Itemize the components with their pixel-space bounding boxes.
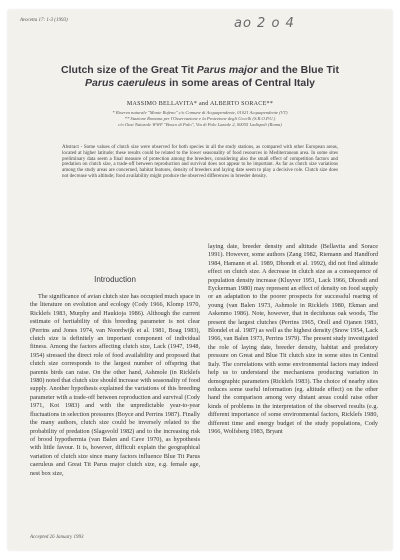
body-column-right: laying date, breeder density and altitude (Bellavita and Sorace 1991). However, some authors (Zang 1982, Riemann and Handford 1984, Hamann et al. 1989, Dhondt et al. 1992), did not find altitude effect on clutch size. A decrease in clutch size as a consequence of population density increase (Kluyver 1951, Lack 1966, Dhondt and Eyckerman 1980) may represent an effect of density on food supply or an adaptation to the poorer prospects for successful rearing of young (van Balen 1973, Ashmole in Ricklefs 1980, Ekman and Askenmo 1986). Note, however, that in deciduous oak woods, The present the largest clutches (Perrins 1965, Orell and Ojanen 1983, Blondel et al. 1987) as well as the highest density (Snow 1954, Lack 1966, van Balen 1973, Perrins 1979). The present study investigated the role of laying date, breeder density, habitat and predatory pressure on Great and Blue Tit clutch size in some sites in Central Italy. The correlations with some environmental factors may indeed help us to understand the mechanisms producing variation in demographic parameters (Ricklefs 1983). The choice of nearby sites reduces some useful information (eg. altitude effect) on the other hand the comparison among very distant areas could raise other kinds of problems in the interpretation of the observed results (e.g. different importance of some environmental factors, Ricklefs 1980, different time and energy budget of the study populations, Cody 1966, Wolfsberg 1983, Bryant xyxy=(208,243,378,435)
section-heading-introduction: Introduction xyxy=(94,275,136,284)
paper-page xyxy=(8,10,392,550)
title-line-1: Clutch size of the Great Tit Parus major and the Blue Tit xyxy=(61,64,339,76)
title-line-2: Parus caeruleus in some areas of Central Italy xyxy=(85,77,315,89)
handwritten-stamp: ao 2 o 4 xyxy=(234,16,295,31)
journal-reference: Avocetta 17: 1-3 (1993) xyxy=(20,18,68,23)
abstract: Abstract - Some values of clutch size were observed for both species in all the study stations, as compared with other European areas, located at higher latitude; these results could be related to the lower seasonality of food resources in Mediterranean area. In some sites preliminary data seem a final measure of protection among the breeders, considering also the small effect of competition factors and predation on clutch size, a trade-off between reproduction and survival does not appear to be important. As far as clutch size variations among the study areas are concerned, habitat features, density of breeders and laying date seem to play a decisive role. Clutch size does not decrease with altitude; food availability might produce the observed differences in breeder density. xyxy=(62,145,338,179)
body-column-left: The significance of avian clutch size has occupied much space in the literature on evolution and ecology (Cody 1966, Klomp 1970, Ricklefs 1983, Murphy and Haukioja 1986). Although the current estimate of heritability of this breeding parameter is not clear (Perrins and Jones 1974, van Noordwijk et al. 1981, Boag 1983), clutch size is definitely an important component of individual fitness. Among the factors affecting clutch size, Lack (1947, 1948, 1954) stressed the direct role of food availability and proposed that clutch size corresponds to the largest number of offspring that parents birds can raise. On the other hand, Ashmole (in Ricklefs 1980) noted that clutch size should increase with seasonality of food supply. Another hypothesis explained the variations of this breeding parameter with a trade-off between reproduction and survival (Cody 1971, Kot 1983) and with the unpredictable year-to-year fluctuations in selection pressures (Boyce and Perrins 1987). Finally the many authors, clutch size could be inversely related to the probability of predation (Slagsvold 1982) and to the increasing risk of brood hypothermia (van Balen and Cave 1970), as hypothesis with little favour. It is, however, difficult explain the geographical variation of clutch size since many factors influence Blue Tit Parus caeruleus and Great Tit Parus major clutch size, e.g. female age, nest box size, xyxy=(30,293,200,477)
affiliations: * Riserva naturale "Monte Rufeno" c/o Comune di Acquapendente, 01021 Acquapendente (VT) ** Stazione Romana per l'Osservazione e la Protezione degli Uccelli (S.R.O.P.U.) c/o Oasi Naturale WWF "Bosco di Palo", Via di Palo Laziale 2, 00055 Ladispoli (Roma) xyxy=(112,110,288,127)
authors: MASSIMO BELLAVITA* and ALBERTO SORACE** xyxy=(126,101,274,107)
accepted-date: Accepted 26 January 1993 xyxy=(30,535,84,540)
title-block xyxy=(8,64,392,128)
